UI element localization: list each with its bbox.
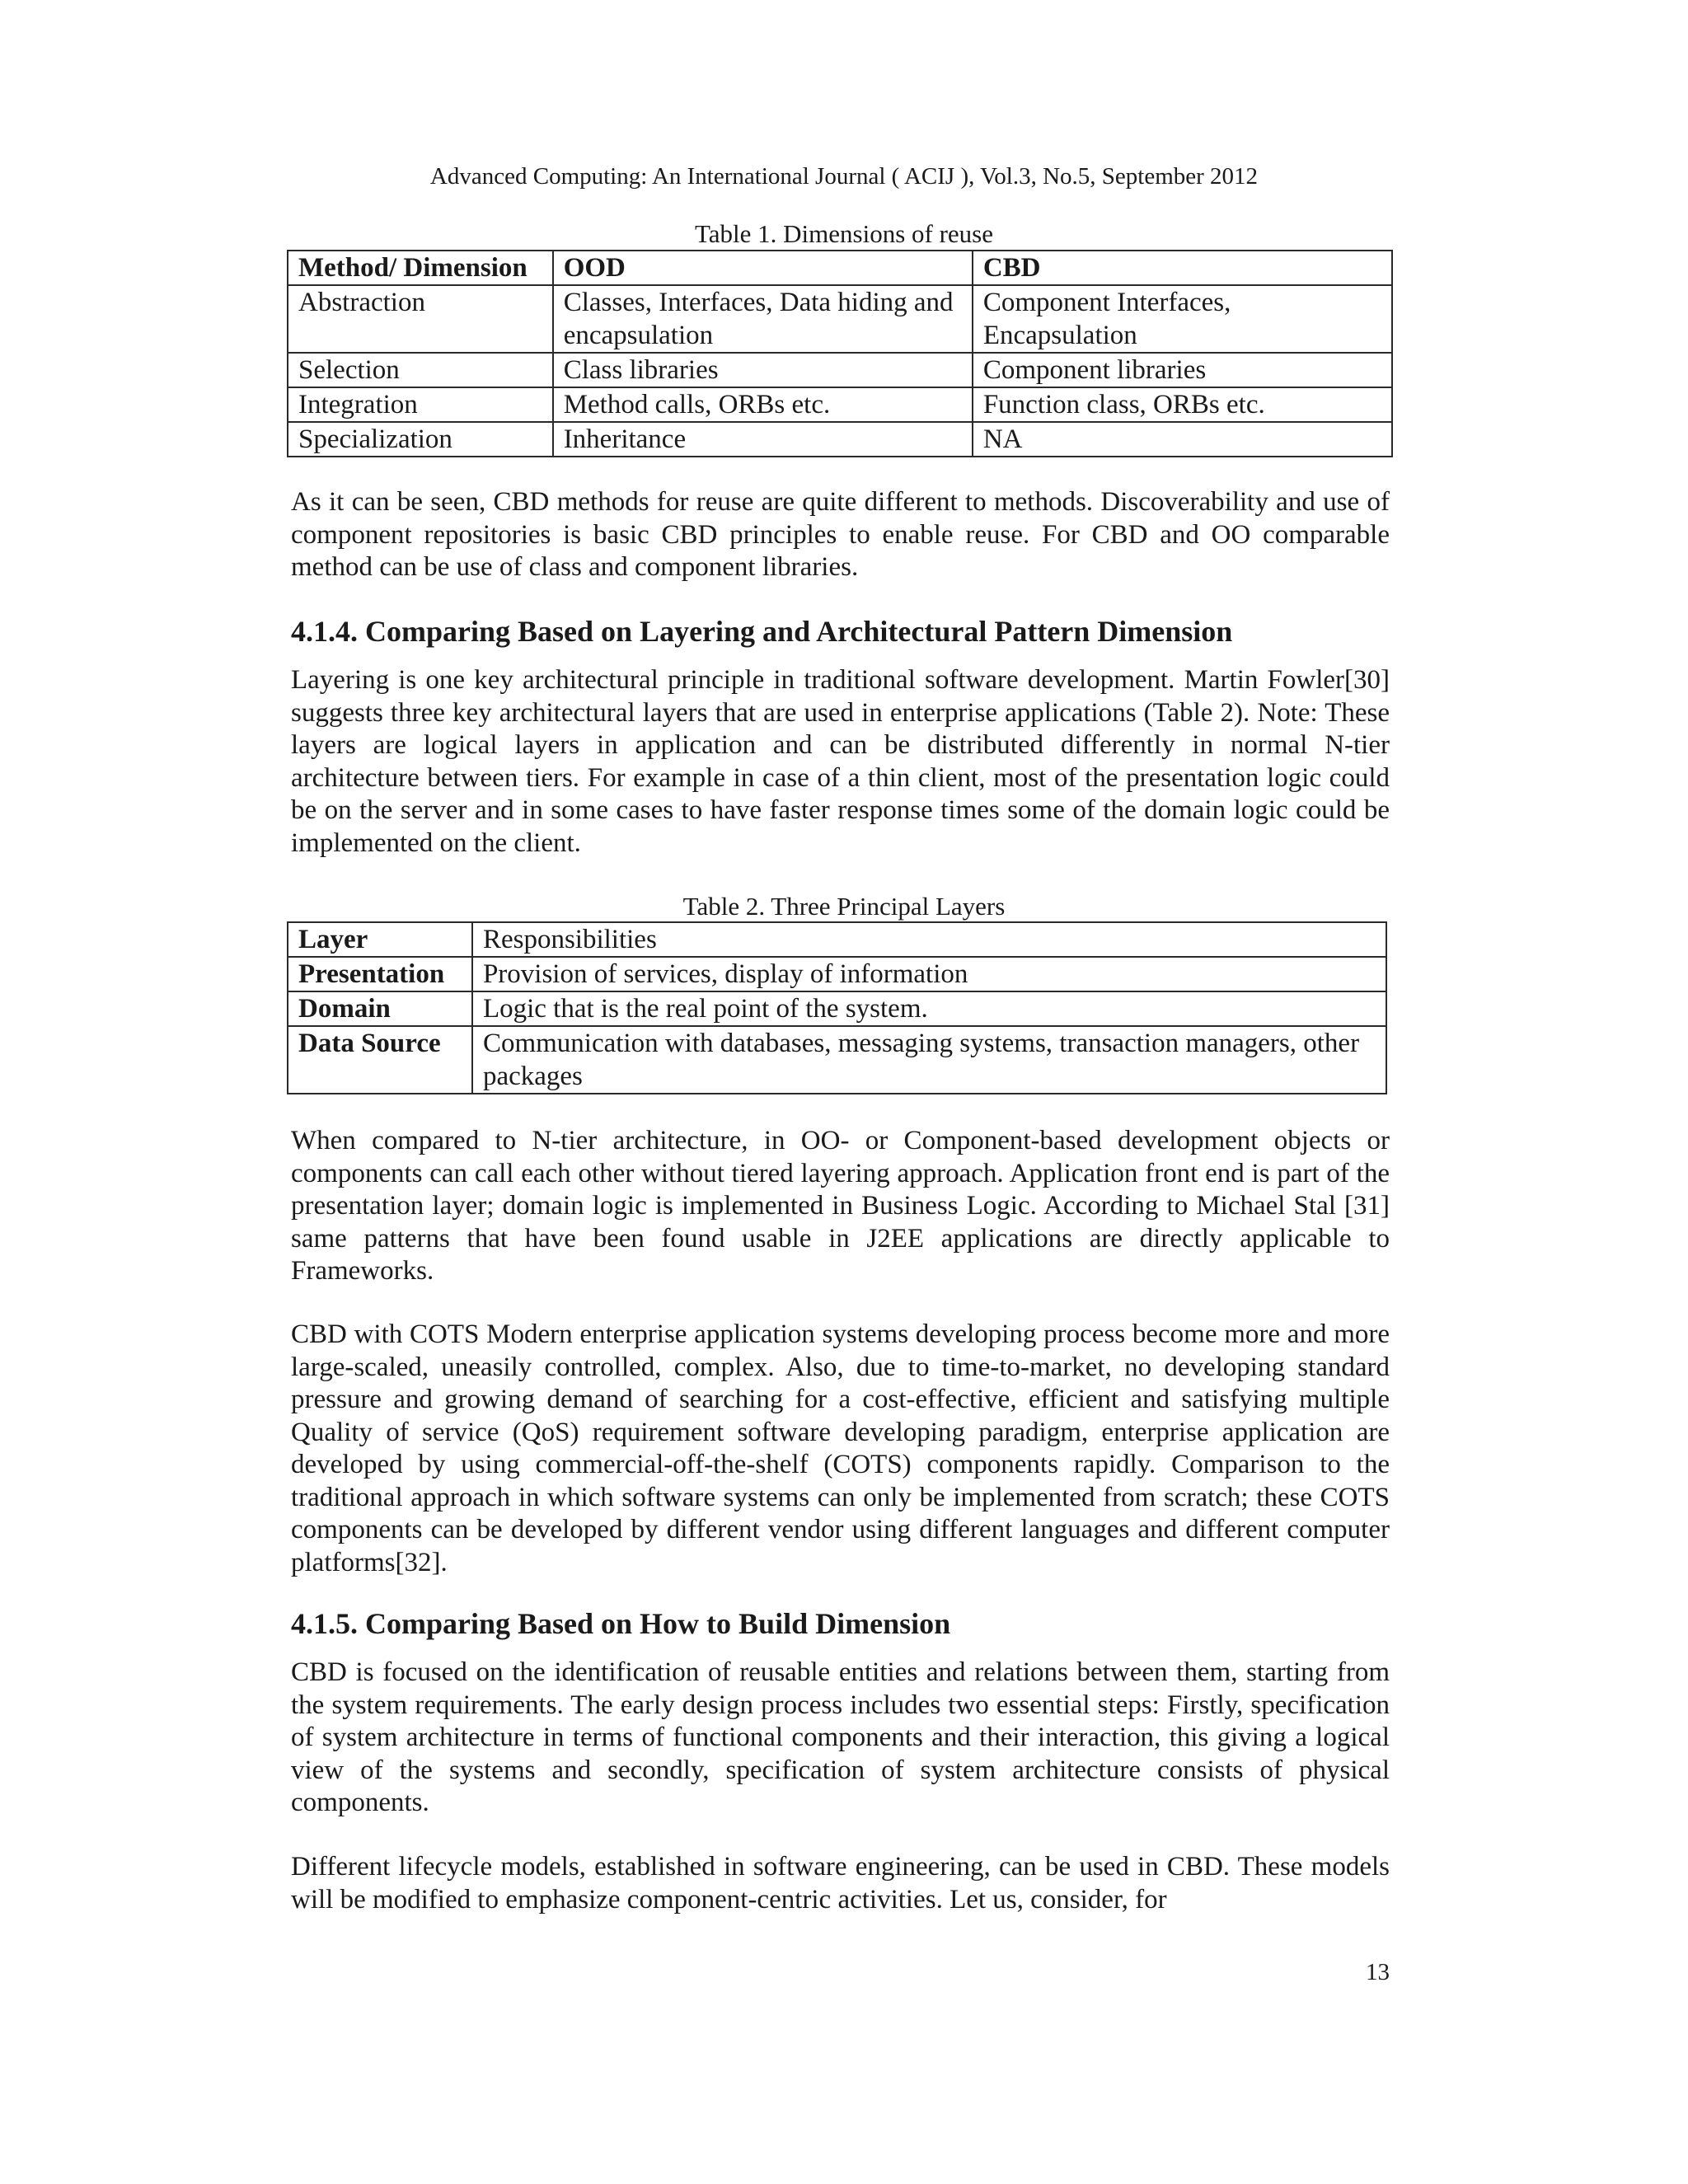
table1-header-cell: Method/ Dimension xyxy=(288,251,553,285)
table-cell: Method calls, ORBs etc. xyxy=(553,387,973,422)
table-cell: Component libraries xyxy=(973,353,1392,387)
table2 xyxy=(287,921,1387,1094)
section-heading-4-1-4: 4.1.4. Comparing Based on Layering and Architectural Pattern Dimension xyxy=(291,615,1233,648)
table-cell: Class libraries xyxy=(553,353,973,387)
table-cell: Selection xyxy=(288,353,553,387)
paragraph-reuse-summary: As it can be seen, CBD methods for reuse are quite different to methods. Discoverability and use of component repositories is basic CBD principles to enable reuse. For CBD and OO comparable method can be use of class and component libraries. xyxy=(291,487,1390,582)
section-heading-4-1-5: 4.1.5. Comparing Based on How to Build Dimension xyxy=(291,1607,951,1640)
table-cell: Communication with databases, messaging systems, transaction managers, other packages xyxy=(472,1026,1386,1094)
table-cell: Domain xyxy=(288,991,472,1026)
table-row xyxy=(288,285,1392,353)
table-cell: Logic that is the real point of the system. xyxy=(472,991,1386,1026)
table-cell: Specialization xyxy=(288,422,553,457)
table2-caption: Table 2. Three Principal Layers xyxy=(682,892,1006,921)
table-cell: Presentation xyxy=(288,957,472,991)
table-cell: Integration xyxy=(288,387,553,422)
running-header: Advanced Computing: An International Journal ( ACIJ ), Vol.3, No.5, September 2012 xyxy=(429,163,1259,190)
table2-header-cell: Layer xyxy=(288,922,472,957)
table2-header-cell: Responsibilities xyxy=(472,922,1386,957)
table-cell: Inheritance xyxy=(553,422,973,457)
table-cell: Data Source xyxy=(288,1026,472,1094)
paragraph-how-to-build: CBD is focused on the identification of reusable entities and relations between them, starting from the system requirements. The early design process includes two essential steps: Firstly, specification of system architecture in terms of functional components and their interaction, this giving a logical view of the systems and secondly, specification of system architecture consists of physical components. xyxy=(291,1657,1390,1817)
table-cell: NA xyxy=(973,422,1392,457)
table-cell: Abstraction xyxy=(288,285,553,353)
table-cell: Function class, ORBs etc. xyxy=(973,387,1392,422)
paragraph-layering: Layering is one key architectural principle in traditional software development. Martin Fowler[30] suggests three key architectural layers that are used in enterprise applications (Table 2). Note: These layers are logical layers in application and can be distributed differently in normal N-tier architecture between tiers. For example in case of a thin client, most of the presentation logic could be on the server and in some cases to have faster response times some of the domain logic could be implemented on the client. xyxy=(291,665,1390,858)
table-cell: Classes, Interfaces, Data hiding and encapsulation xyxy=(553,285,973,353)
table-row xyxy=(288,422,1392,457)
paragraph-cots: CBD with COTS Modern enterprise application systems developing process become more and more large-scaled, uneasily controlled, complex. Also, due to time-to-market, no developing standard pressure and growing demand of searching for a cost-effective, efficient and satisfying multiple Quality of service (QoS) requirement software developing paradigm, enterprise application are developed by using commercial-off-the-shelf (COTS) components rapidly. Comparison to the traditional approach in which software systems can only be implemented from scratch; these COTS components can be developed by different vendor using different languages and different computer platforms[32]. xyxy=(291,1319,1390,1577)
table1-caption: Table 1. Dimensions of reuse xyxy=(695,219,993,248)
table1 xyxy=(287,250,1393,457)
paragraph-n-tier: When compared to N-tier architecture, in OO- or Component-based development objects or components can call each other without tiered layering approach. Application front end is part of the presentation layer; domain logic is implemented in Business Logic. According to Michael Stal [31] same patterns that have been found usable in J2EE applications are directly applicable to Frameworks. xyxy=(291,1126,1390,1286)
table-row xyxy=(288,991,1386,1026)
table1-header-cell: OOD xyxy=(553,251,973,285)
table-cell: Component Interfaces, Encapsulation xyxy=(973,285,1392,353)
page-number: 13 xyxy=(1366,1959,1390,1985)
table-row xyxy=(288,1026,1386,1094)
paragraph-lifecycle: Different lifecycle models, established in software engineering, can be used in CBD. These models will be modified to emphasize component-centric activities. Let us, consider, for xyxy=(291,1852,1390,1915)
table1-header-row xyxy=(288,251,1392,285)
table-row xyxy=(288,387,1392,422)
table2-header-row xyxy=(288,922,1386,957)
table-cell: Provision of services, display of information xyxy=(472,957,1386,991)
table1-header-cell: CBD xyxy=(973,251,1392,285)
table-row xyxy=(288,957,1386,991)
table-row xyxy=(288,353,1392,387)
